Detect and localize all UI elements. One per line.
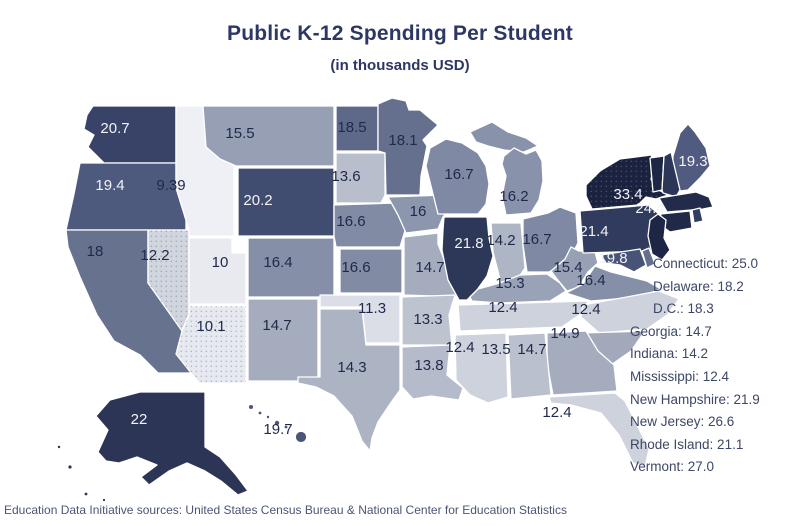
state-value-id: 9.39	[156, 176, 186, 194]
state-value-oh: 16.7	[522, 230, 552, 248]
legend-item-vermont: Vermont: 27.0	[630, 459, 715, 475]
state-value-or: 19.4	[95, 176, 125, 194]
legend-item-rhode-island: Rhode Island: 21.1	[630, 436, 744, 452]
state-ak	[96, 392, 248, 495]
state-island-hi	[266, 415, 269, 418]
state-island-ak	[84, 492, 88, 496]
state-value-ut: 10	[211, 253, 229, 271]
state-value-hi: 19.7	[263, 420, 293, 438]
source-attribution: Education Data Initiative sources: United States Census Bureau & National Center for Education Statistics	[4, 503, 567, 517]
state-value-ne: 16.6	[336, 212, 366, 230]
state-value-ma: 24.4	[635, 199, 665, 217]
chart-subtitle: (in thousands USD)	[330, 57, 470, 74]
state-value-ak: 22	[130, 410, 148, 428]
state-value-ny: 33.4	[613, 185, 643, 203]
state-island-hi	[296, 432, 307, 443]
state-value-mo: 14.7	[415, 258, 445, 276]
state-value-md: 19.8	[598, 249, 628, 267]
legend-item-georgia: Georgia: 14.7	[630, 323, 712, 339]
state-value-nm: 14.7	[262, 316, 292, 334]
state-value-al: 13.5	[481, 340, 511, 358]
state-island-ak	[68, 465, 72, 469]
state-value-ia: 16	[409, 202, 427, 220]
legend-item-connecticut: Connecticut: 25.0	[653, 256, 759, 271]
state-value-az: 10.1	[196, 317, 226, 335]
legend-item-mississippi: Mississippi: 12.4	[630, 368, 730, 384]
state-value-ks: 16.6	[341, 258, 371, 276]
state-value-tx: 14.3	[337, 358, 367, 376]
state-mt	[203, 106, 334, 166]
state-value-sc: 14.9	[550, 324, 580, 342]
state-value-ga: 14.7	[517, 340, 547, 358]
state-value-ca: 18	[86, 242, 104, 260]
state-value-wi: 16.7	[444, 165, 474, 183]
state-value-mn: 18.1	[388, 131, 418, 149]
state-ri	[692, 208, 703, 223]
small-states-list	[630, 253, 760, 479]
state-value-ky: 15.3	[495, 274, 525, 292]
state-value-wa: 20.7	[100, 119, 130, 137]
legend-item-d-c: D.C.: 18.3	[653, 301, 714, 317]
legend-item-indiana: Indiana: 14.2	[630, 346, 709, 362]
legend-item-delaware: Delaware: 18.2	[653, 278, 744, 294]
state-value-fl: 12.4	[542, 403, 572, 421]
state-or	[66, 163, 186, 230]
state-island-hi	[258, 411, 262, 415]
state-value-la: 13.8	[414, 356, 444, 374]
state-value-mt: 15.5	[225, 124, 255, 142]
state-value-pa: 21.4	[579, 222, 609, 240]
state-value-wy: 20.2	[243, 191, 273, 209]
state-value-nc: 12.4	[571, 300, 601, 318]
chart-title: Public K-12 Spending Per Student	[227, 22, 573, 45]
state-value-tn: 12.4	[488, 298, 518, 316]
state-value-ms: 12.4	[445, 338, 475, 356]
state-value-sd: 13.6	[331, 167, 361, 185]
state-mi	[470, 122, 538, 152]
state-value-co: 16.4	[263, 253, 293, 271]
state-nm	[248, 299, 318, 381]
state-value-me: 19.3	[678, 152, 708, 170]
state-value-ok: 11.3	[357, 299, 387, 317]
state-value-nv: 12.2	[140, 246, 170, 264]
state-island-hi	[249, 405, 254, 410]
state-value-il: 21.8	[454, 234, 484, 252]
state-island-ak	[103, 499, 106, 502]
state-island-ak	[57, 445, 60, 448]
state-value-wv: 15.4	[553, 258, 583, 276]
state-value-ar: 13.3	[413, 310, 443, 328]
state-value-in: 14.2	[486, 231, 516, 249]
state-value-mi: 16.2	[499, 187, 529, 205]
state-wa	[84, 106, 176, 163]
state-ut	[189, 238, 246, 304]
state-value-va: 16.4	[576, 271, 606, 289]
legend-item-new-hampshire: New Hampshire: 21.9	[630, 391, 760, 407]
state-value-nd: 18.5	[337, 118, 367, 136]
legend-item-new-jersey: New Jersey: 26.6	[630, 414, 735, 430]
